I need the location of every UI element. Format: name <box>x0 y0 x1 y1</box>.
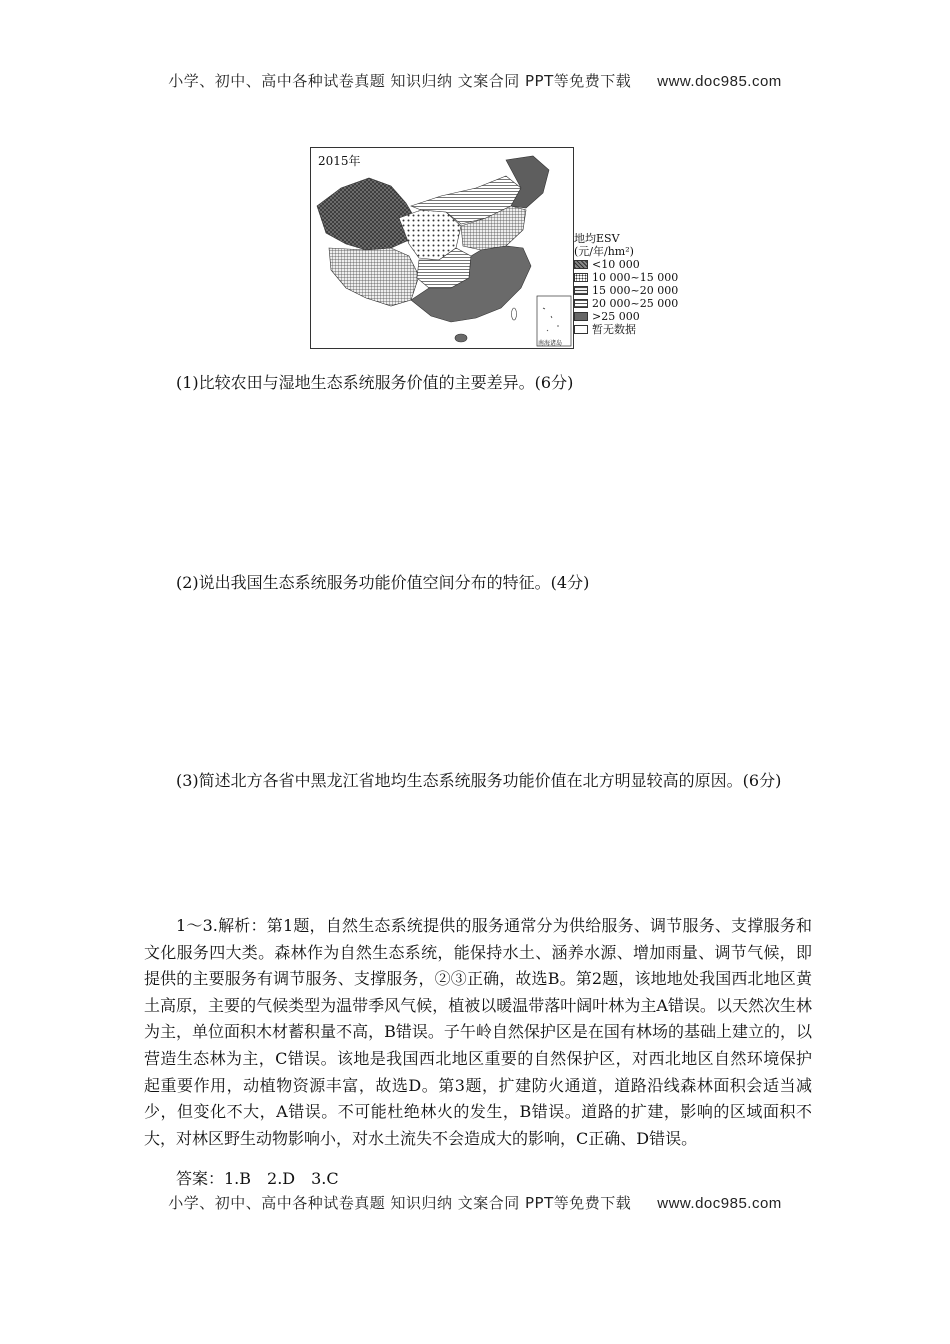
legend-label: <10 000 <box>592 258 640 271</box>
region-taiwan <box>512 308 517 320</box>
question-1: (1)比较农田与湿地生态系统服务价值的主要差异。(6分) <box>176 373 574 392</box>
legend-title-line1: 地均ESV <box>574 232 620 245</box>
legend-swatch <box>574 260 588 269</box>
legend-swatch <box>574 299 588 308</box>
legend-label: >25 000 <box>592 310 640 323</box>
legend-item <box>574 284 678 297</box>
esv-map-figure <box>310 147 574 349</box>
header-site: www.doc985.com <box>657 73 782 90</box>
answer-line: 答案：1.B 2.D 3.C <box>176 1169 339 1188</box>
legend-item <box>574 323 678 336</box>
legend-swatch <box>574 273 588 282</box>
legend-item <box>574 271 678 284</box>
region-tibet <box>329 248 419 306</box>
header-text: 小学、初中、高中各种试卷真题 知识归纳 文案合同 PPT等免费下载 <box>168 72 632 90</box>
legend-swatch <box>574 286 588 295</box>
page-header-top <box>0 70 950 91</box>
page-header-bottom <box>0 1192 950 1213</box>
header-text: 小学、初中、高中各种试卷真题 知识归纳 文案合同 PPT等免费下载 <box>168 1194 632 1212</box>
legend-rows <box>574 258 678 336</box>
legend-swatch <box>574 325 588 334</box>
map-legend <box>574 232 678 336</box>
region-xinjiang <box>317 178 416 250</box>
legend-swatch <box>574 312 588 321</box>
legend-item <box>574 310 678 323</box>
header-site: www.doc985.com <box>657 1195 782 1212</box>
china-map-svg <box>311 148 573 348</box>
question-2: (2)说出我国生态系统服务功能价值空间分布的特征。(4分) <box>176 573 590 592</box>
map-year-label: 2015年 <box>318 154 361 168</box>
legend-title-line2: (元/年/hm²) <box>574 245 634 258</box>
inset-label: 南海诸岛 <box>538 340 563 347</box>
legend-label: 暂无数据 <box>592 323 636 336</box>
legend-label: 10 000~15 000 <box>592 271 679 284</box>
legend-label: 20 000~25 000 <box>592 297 679 310</box>
legend-item <box>574 258 678 271</box>
legend-item <box>574 297 678 310</box>
region-hainan <box>455 334 467 342</box>
question-3: (3)简述北方各省中黑龙江省地均生态系统服务功能价值在北方明显较高的原因。(6分) <box>176 771 782 790</box>
legend-label: 15 000~20 000 <box>592 284 679 297</box>
analysis-text: 1～3.解析：第1题，自然生态系统提供的服务通常分为供给服务、调节服务、支撑服务和文化服务四大类。森林作为自然生态系统，能保持水土、涵养水源、增加雨量、调节气候，即提供的主要服务有调节服务、支撑服务，②③正确，故选B。第2题，该地地处我国西北地区黄土高原，主要的气候类型为温带季风气候，植被以暖温带落叶阔叶林为主A错误。以天然次生林为主，单位面积木材蓄积量不高，B错误。子午岭自然保护区是在国有林场的基础上建立的，以营造生态林为主，C错误。该地是我国西北地区重要的自然保护区，对西北地区自然环境保护起重要作用，动植物资源丰富，故选D。第3题，扩建防火通道，道路沿线森林面积会适当减少，但变化不大，A错误。不可能杜绝林火的发生，B错误。道路的扩建，影响的区域面积不大，对林区野生动物影响小，对水土流失不会造成大的影响，C正确、D错误。 <box>144 916 812 1148</box>
